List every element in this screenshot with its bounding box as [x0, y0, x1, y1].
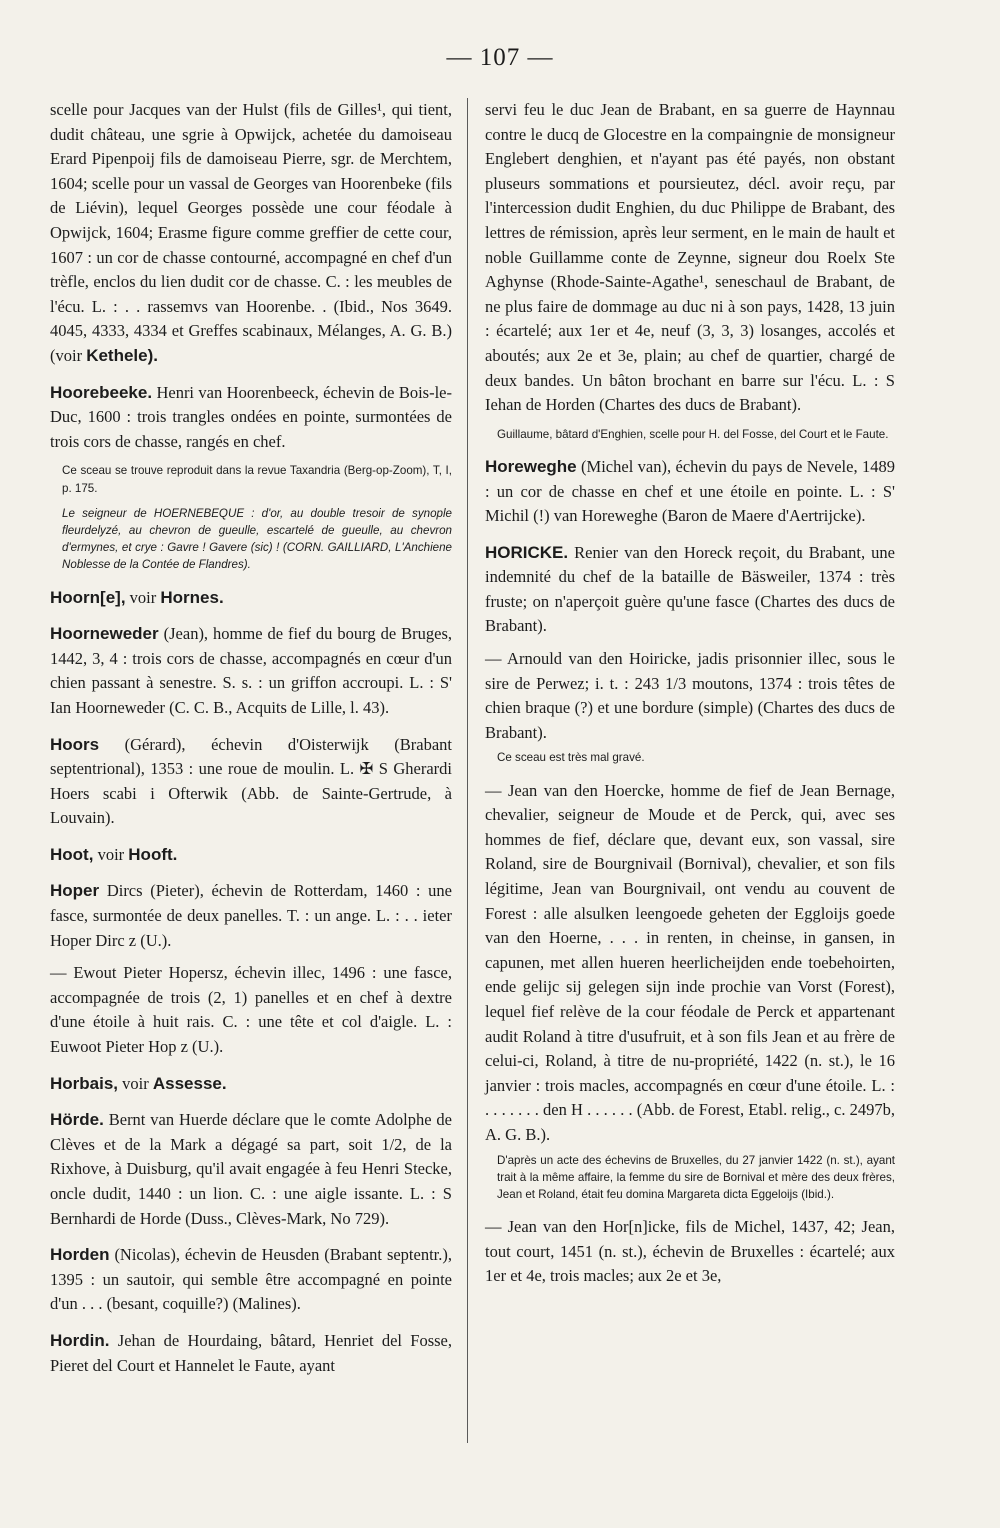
- headword: Hoors: [50, 734, 100, 754]
- entry-hoorn: [50, 586, 452, 611]
- entry-text: (Gérard), échevin d'Oisterwijk (Brabant septentrional), 1353 : une roue de moulin. L. ✠ S Gherardi Hoers scabi i Ofterwik (Abb. de Sainte-Gertrude, à Louvain).: [50, 734, 453, 828]
- footnote: D'après un acte des échevins de Bruxelles, du 27 janvier 1422 (n. st.), ayant trait à la même affaire, la femme du sire de Bornival et mère des deux frères, Jean et Roland, était feu domina Margareta dicta Eggeloijs (Ibid.).: [497, 1153, 895, 1201]
- entry-text: Dircs (Pieter), échevin de Rotterdam, 1460 : une fasce, surmontée de deux panelles. T. : un ange. L. : . . ieter Hoper Dirc z (U.).: [50, 881, 452, 950]
- left-column: [50, 98, 452, 1390]
- headword: Hörde.: [50, 1110, 104, 1130]
- headword: Hoorebeeke.: [50, 382, 153, 402]
- entry-text: voir: [129, 587, 157, 607]
- cross-reference: Assesse.: [152, 1073, 227, 1093]
- page-number: — 107 —: [446, 44, 554, 71]
- footnote: Le seigneur de HOERNEBEQUE : d'or, au double tresoir de synople fleurdelyzé, au chevron de gueulle, escartelé de gueulle, au chevron d'ermynes, et crye : Gavre ! Gavere (sic) ! (CORN. GAILLIARD, L'Anchiene Noblesse de la Contée de Flandres).: [62, 506, 452, 572]
- column-divider: [467, 98, 468, 1443]
- entry-jean-horicke: — Jean van den Hor[n]icke, fils de Michel, 1437, 42; Jean, tout court, 1451 (n. st.), échevin de Bruxelles : écartelé; aux 1er et 4e, trois macles; aux 2e et 3e,: [485, 1217, 895, 1286]
- headword: Hoper: [50, 881, 100, 901]
- entry-text: (Nicolas), échevin de Heusden (Brabant septentr.), 1395 : un sautoir, qui semble être accompagné en pointe d'un . . . (besant, coquille?) (Malines).: [50, 1245, 453, 1314]
- entry-text: (Michel van), échevin du pays de Nevele, 1489 : un cor de chasse en chef et une étoile en pointe. L. : S' Michil (!) van Horeweghe (Baron de Maere d'Aertrijcke).: [485, 456, 895, 526]
- entry-text: voir: [97, 844, 125, 864]
- entry-text: Jehan de Hourdaing, bâtard, Henriet del Fosse, Pieret del Court et Hannelet le Faute, ayant: [50, 1330, 452, 1375]
- entry-jean: — Jean van den Hoercke, homme de fief de Jean Bernage, chevalier, seigneur de Moude et de Perck, qui, avec ses hommes de fief, déclare que, devant eux, son vassal, sire Roland, sire de Bourgnivail (Bornival), chevalier, et son fils légitime, Jean van Bourgnivail, ont vendu au couvent de Forest : alle alsulken leengoede geheten der Eggloijs goede van den Hoerne, . . . in renten, in cheinse, in gansen, in capunen, met allen hueren heerlicheijden ende toebehoirten, ende gelijc sij gelegen sijn inde prochie van Vorst (Forest), lequel fief relève de la cour féodale de Perck et appartenant audit Roland à titre d'usufruit, et à son fils Jean et au frère de celui-ci, Roland, à titre de nu-propriété, 1422 (n. st.), le 16 janvier : trois macles, accompagnés en cœur d'une étoile. L. : . . . . . . . den H . . . . . . (Abb. de Forest, Etabl. relig., c. 2497b, A. G. B.).: [485, 780, 895, 1144]
- cross-reference: Hooft.: [128, 844, 178, 864]
- footnote: Guillaume, bâtard d'Enghien, scelle pour H. del Fosse, del Court et le Faute.: [497, 427, 889, 441]
- headword: HORICKE.: [485, 542, 569, 562]
- headword: Hoot,: [50, 844, 94, 864]
- headword: Hoorn[e],: [50, 587, 126, 607]
- entry-horden: [50, 1243, 452, 1317]
- entry-text: scelle pour Jacques van der Hulst (fils de Gilles¹, qui tient, dudit château, une sgrie à Opwijck, achetée du damoiseau Erard Pipenpoij fils de damoiseau Pierre, sgr. de Merchtem, 1604; scelle pour un vassal de Georges van Hoorenbeke (fils de Liévin), lequel Georges possède une cour féodale à Opwijck, 1604; Erasme figure comme greffier de cette cour, 1607 : un cor de chasse contourné, accompagné en chef d'un trèfle, enclos du lien dudit cor de chasse. C. : les meubles de l'écu. L. : . . rassemvs van Hoorenbe. . (Ibid., Nos 3649. 4045, 4333, 4334 et Greffes scabinaux, Mélanges, A. G. B.) (voir: [50, 100, 452, 365]
- entry-hoors: [50, 733, 452, 831]
- entry-text: Henri van Hoorenbeeck, échevin de Bois-le-Duc, 1600 : trois trangles ondées en pointe, surmontées de trois cors de chasse, rangés en chef.: [50, 382, 452, 451]
- entry-horde: [50, 1108, 452, 1231]
- entry-arnould: — Arnould van den Hoiricke, jadis prisonnier illec, sous le sire de Perwez; i. t. : 243 1/3 moutons, 1374 : trois têtes de chien braque (?) et une bordure (simple) (Chartes des ducs de Brabant).: [485, 649, 895, 742]
- entry-hordin: [50, 1329, 452, 1378]
- entry-text: Renier van den Horeck reçoit, du Brabant, une indemnité du chef de la bataille de Bäsweiler, 1374 : très fruste; on n'aperçoit guère qu'une fasce (Chartes des ducs de Brabant).: [485, 542, 895, 636]
- cross-reference: Kethele).: [86, 345, 158, 365]
- entry-horeweghe: [485, 455, 895, 529]
- entry-continuation: servi feu le duc Jean de Brabant, en sa guerre de Haynnau contre le ducq de Glocestre en la compaingnie de monsigneur Englebert denghien, et n'ayant pas été payés, non obstant pluseurs sommations et poursieutez, décl. avoir reçu, par l'intercession dudit Enghien, du duc Philippe de Brabant, des lettres de rémission, après leur serment, en le main de hault et noble Guillamme conte de Zeynne, signeur dou Roelx Ste Aghynse (Rhode-Sainte-Agathe¹, seneschaul de Brabant, de ne plus faire de dommage au duc ni à son pays, 1428, 13 juin : écartelé; aux 1er et 4e, neuf (3, 3, 3) losanges, accolés et aboutés; aux 2e et 3e, plain; au chef de quartier, chargé de deux bandes. Un bâton brochant en barre sur l'écu. L. : S Iehan de Horden (Chartes des ducs de Brabant).: [485, 100, 895, 415]
- entry-hoorneweder: [50, 622, 452, 720]
- entry-text: (Jean), homme de fief du bourg de Bruges, 1442, 3, 4 : trois cors de chasse, accompagnés en cœur d'un chien passant à senestre. S. s. : un griffon accroupi. L. : S' Ian Hoorneweder (C. C. B., Acquits de Lille, l. 43).: [50, 624, 452, 717]
- footnote: Ce sceau se trouve reproduit dans la revue Taxandria (Berg-op-Zoom), T, I, p. 175.: [62, 464, 452, 495]
- right-column: [485, 98, 895, 1301]
- entry-hoot: [50, 843, 452, 868]
- entry-text: Bernt van Huerde déclare que le comte Adolphe de Clèves et de la Mark a dégagé sa part, soit 1/2, de la Rixhove, à Duisburg, qu'il avait engagée à feu Henri Stecke, oncle dudit, 1440 : un lion. C. : une aigle issante. L. : S Bernhardi de Horde (Duss., Clèves-Mark, No 729).: [50, 1110, 452, 1228]
- entry-hoper: [50, 879, 452, 953]
- headword: Hoorneweder: [50, 624, 159, 644]
- headword: Hordin.: [50, 1330, 110, 1350]
- entry-ewout: — Ewout Pieter Hopersz, échevin illec, 1496 : une fasce, accompagnée de trois (2, 1) panelles et en chef à dextre d'une étoile à huit rais. C. : une tête et col d'aigle. L. : Euwoot Pieter Hop z (U.).: [50, 963, 452, 1057]
- entry-horicke: [485, 541, 895, 639]
- footnote: Ce sceau est très mal gravé.: [497, 751, 645, 765]
- headword: Horeweghe: [485, 456, 577, 476]
- entry-text: voir: [122, 1073, 149, 1093]
- entry-hoorebeeke: [50, 381, 452, 455]
- headword: Horden: [50, 1245, 110, 1265]
- entry-continuation: [50, 98, 452, 369]
- headword: Horbais,: [50, 1073, 119, 1093]
- entry-horbais: [50, 1072, 452, 1097]
- cross-reference: Hornes.: [160, 587, 224, 607]
